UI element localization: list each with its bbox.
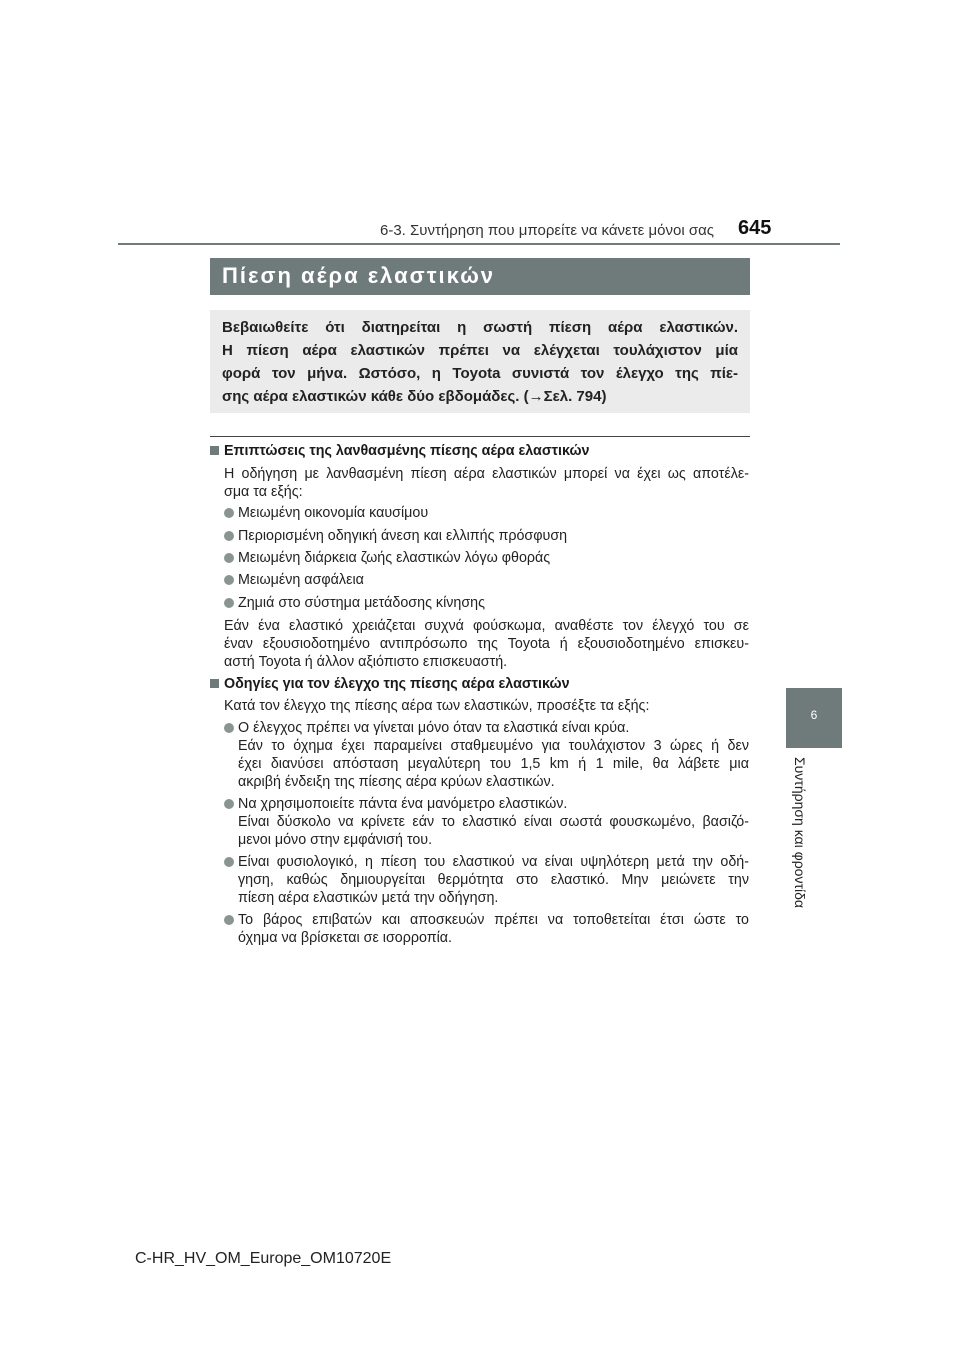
paragraph-line: Εάν ένα ελαστικό χρειάζεται συχνά φούσκωμα, αναθέστε τον έλεγχό του σε: [224, 618, 749, 634]
section-rule: [210, 436, 750, 437]
title-bar: [210, 258, 750, 295]
page-title: Πίεση αέρα ελαστικών: [222, 263, 496, 288]
bullet-dot-icon: [224, 799, 234, 809]
square-bullet-icon: [210, 679, 219, 688]
list-item-line: γηση, καθώς δημιουργείται θερμότητα στο ελαστικό. Μην μειώνετε την: [238, 872, 749, 888]
list-item: Μειωμένη ασφάλεια: [238, 572, 364, 588]
chapter-number: 6: [810, 708, 818, 722]
header-rule: [118, 243, 840, 245]
bullet-dot-icon: [224, 531, 234, 541]
bullet-dot-icon: [224, 553, 234, 563]
paragraph-line: Κατά τον έλεγχο της πίεσης αέρα των ελαστικών, προσέξτε τα εξής:: [224, 698, 650, 714]
bullet-dot-icon: [224, 915, 234, 925]
section-heading-effects: [210, 443, 590, 459]
list-item: Μειωμένη διάρκεια ζωής ελαστικών λόγω φθοράς: [238, 550, 551, 566]
chapter-label-text: Συντήρηση και φροντίδα: [792, 757, 808, 908]
chapter-tab: [786, 688, 842, 748]
paragraph-line: έναν εξουσιοδοτημένο αντιπρόσωπο της Toyota ή εξουσιοδοτημένο επισκευ-: [224, 636, 749, 652]
list-item: Ζημιά στο σύστημα μετάδοσης κίνησης: [238, 595, 486, 611]
list-item-line: Είναι δύσκολο να κρίνετε εάν το ελαστικό είναι σωστά φουσκωμένο, βασιζό-: [238, 814, 749, 830]
list-item-line: έχει διανύσει απόσταση μεγαλύτερη του 1,5 km ή 1 mile, θα λάβετε μια: [238, 756, 749, 772]
section-header: 6-3. Συντήρηση που μπορείτε να κάνετε μόνοι σας: [380, 222, 714, 239]
list-item: Το βάρος επιβατών και αποσκευών πρέπει να τοποθετείται έτσι ώστε το: [238, 912, 749, 928]
paragraph-line: Η οδήγηση με λανθασμένη πίεση αέρα ελαστικών μπορεί να έχει ως αποτέλε-: [224, 466, 749, 482]
intro-line: σης αέρα ελαστικών κάθε δύο εβδομάδες. (→Σελ. 794): [222, 388, 607, 405]
intro-line: φορά τον μήνα. Ωστόσο, η Toyota συνιστά τον έλεγχο της πίε-: [222, 365, 738, 382]
square-bullet-icon: [210, 446, 219, 455]
list-item-line: μενοι μόνο στην εμφάνισή του.: [238, 832, 433, 848]
heading-text: Οδηγίες για τον έλεγχο της πίεσης αέρα ελαστικών: [224, 676, 570, 692]
heading-text: Επιπτώσεις της λανθασμένης πίεσης αέρα ελαστικών: [224, 443, 590, 459]
list-item: Μειωμένη οικονομία καυσίμου: [238, 505, 429, 521]
intro-line: Η πίεση αέρα ελαστικών πρέπει να ελέγχεται τουλάχιστον μία: [222, 342, 738, 359]
bullet-dot-icon: [224, 598, 234, 608]
paragraph-line: αστή Toyota ή άλλον αξιόπιστο επισκευαστή.: [224, 654, 508, 670]
list-item-line: ακριβή ένδειξη της πίεσης αέρα κρύων ελαστικών.: [238, 774, 555, 790]
bullet-dot-icon: [224, 508, 234, 518]
bullet-dot-icon: [224, 575, 234, 585]
list-item-line: Εάν το όχημα έχει παραμείνει σταθμευμένο για τουλάχιστον 3 ώρες ή δεν: [238, 738, 749, 754]
chapter-label: [792, 757, 812, 957]
list-item: Ο έλεγχος πρέπει να γίνεται μόνο όταν τα ελαστικά είναι κρύα.: [238, 720, 630, 736]
page-number: 645: [738, 217, 772, 239]
list-item: Να χρησιμοποιείτε πάντα ένα μανόμετρο ελαστικών.: [238, 796, 568, 812]
list-item-line: πίεση αέρα ελαστικών μετά την οδήγηση.: [238, 890, 499, 906]
document-code: C-HR_HV_OM_Europe_OM10720E: [135, 1250, 392, 1267]
list-item-line: όχημα να βρίσκεται σε ισορροπία.: [238, 930, 453, 946]
intro-box: [210, 310, 750, 413]
bullet-dot-icon: [224, 857, 234, 867]
paragraph-line: σμα τα εξής:: [224, 484, 303, 500]
list-item: Περιορισμένη οδηγική άνεση και ελλιπής πρόσφυση: [238, 528, 568, 544]
list-item: Είναι φυσιολογικό, η πίεση του ελαστικού να είναι υψηλότερη μετά την οδή-: [238, 854, 749, 870]
section-heading-instructions: [210, 676, 570, 692]
bullet-dot-icon: [224, 723, 234, 733]
intro-line: Βεβαιωθείτε ότι διατηρείται η σωστή πίεση αέρα ελαστικών.: [222, 319, 738, 336]
